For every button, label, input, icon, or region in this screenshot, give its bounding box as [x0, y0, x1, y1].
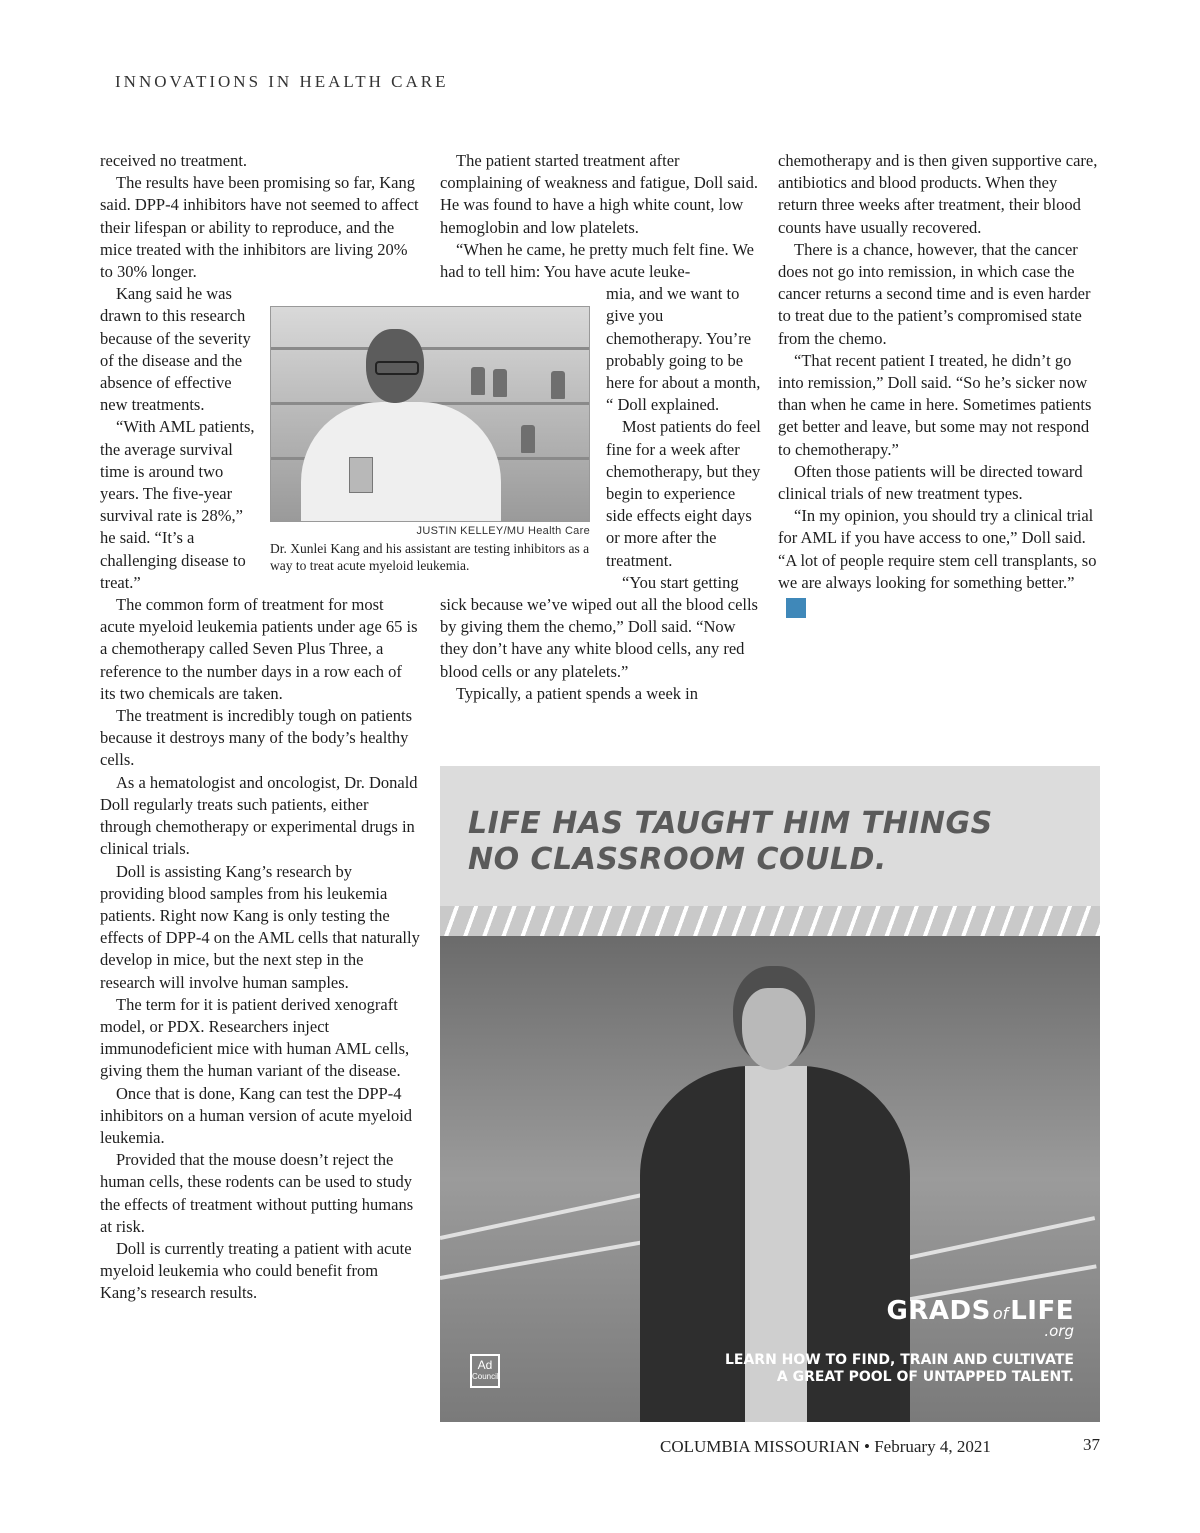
- paragraph: The term for it is patient derived xenograft model, or PDX. Researchers inject immunodeficient mice with human AML cells, giving them the human variant of the disease.: [100, 994, 410, 1081]
- ad-headline-line-1: LIFE HAS TAUGHT HIM THINGS: [468, 806, 993, 841]
- paragraph: The results have been promising so far, Kang said. DPP-4 inhibitors have not seemed to affect their lifespan or ability to reproduce, and the mice treated with the inhibitors are living 20% to 30% longer.: [100, 173, 419, 282]
- paragraph: mia, and we want to give you chemotherapy. You’re probably going to be here for about a month, “ Doll explained.: [606, 284, 761, 415]
- paragraph: Doll is assisting Kang’s research by providing blood samples from his leukemia patients. Right now Kang is only testing the effects of DPP-4 on the AML cells that naturally develop in mice, but the next step in the research will involve human samples.: [100, 861, 420, 992]
- paragraph: received no treatment.: [100, 151, 248, 170]
- paragraph: [778, 505, 1100, 618]
- paragraph: “When he came, he pretty much felt fine. We had to tell him: You have acute leuke-: [440, 239, 754, 282]
- ad-headline: [468, 806, 1088, 878]
- end-mark-icon: [786, 598, 806, 618]
- ad-council-logo: [470, 1354, 500, 1388]
- section-label: INNOVATIONS IN HEALTH CARE: [115, 72, 449, 91]
- paragraph: As a hematologist and oncologist, Dr. Donald Doll regularly treats such patients, either through chemotherapy or experimental drugs in clinical trials.: [100, 772, 418, 859]
- ad-council-word-1: Ad: [477, 1358, 493, 1372]
- grads-of-life-logo: [887, 1296, 1074, 1340]
- brand-word-of: of: [992, 1304, 1009, 1323]
- grads-of-life-advertisement: [440, 766, 1100, 1422]
- paragraph: The treatment is incredibly tough on patients because it destroys many of the body’s healthy cells.: [100, 706, 413, 770]
- paragraph: Doll is currently treating a patient with acute myeloid leukemia who could benefit from Kang’s research results.: [100, 1238, 412, 1303]
- publication-footer: COLUMBIA MISSOURIAN • February 4, 2021: [660, 1437, 991, 1456]
- paragraph: Once that is done, Kang can test the DPP-4 inhibitors on a human version of acute myeloid leukemia.: [100, 1083, 413, 1147]
- paragraph: “That recent patient I treated, he didn’t go into remission,” Doll said. “So he’s sicker now than when he came in here. Sometimes patients get better and leave, but some may not respond to chemotherapy.”: [778, 350, 1092, 459]
- photo-caption: Dr. Xunlei Kang and his assistant are testing inhibitors as a way to treat acute myeloid leukemia.: [270, 541, 590, 573]
- paragraph: sick because we’ve wiped out all the blood cells by giving them the chemo,” Doll said. “Now they don’t have any white blood cells, any red blood cells or any platelets.”: [440, 595, 758, 681]
- paragraph: chemotherapy and is then given supportive care, antibiotics and blood products. When they return three weeks after treatment, their blood counts have usually recovered.: [778, 151, 1098, 237]
- paragraph: Typically, a patient spends a week in: [456, 683, 698, 703]
- paragraph: The common form of treatment for most acute myeloid leukemia patients under age 65 is a chemotherapy called Seven Plus Three, a reference to the number days in a row each of its two chemicals are taken.: [100, 595, 418, 703]
- page-number: 37: [1083, 1435, 1100, 1454]
- ad-tagline-line-2: A GREAT POOL OF UNTAPPED TALENT.: [776, 1369, 1074, 1385]
- ad-council-word-2: Council: [472, 1372, 499, 1381]
- brand-word-grads: GRADS: [886, 1296, 991, 1326]
- brand-word-life: LIFE: [1010, 1296, 1074, 1326]
- paragraph: Provided that the mouse doesn’t reject the human cells, these rodents can be used to study the effects of treatment without putting humans at risk.: [100, 1150, 414, 1236]
- paragraph: “You start getting: [622, 572, 739, 592]
- paragraph: Most patients do feel fine for a week after chemotherapy, but they begin to experience side effects eight days or more after the treatment.: [606, 417, 761, 570]
- brand-domain: .org: [1044, 1322, 1074, 1340]
- paragraph: The patient started treatment after complaining of weakness and fatigue, Doll said. He was found to have a high white count, low hemoglobin and low platelets.: [440, 151, 759, 237]
- photo-credit: JUSTIN KELLEY/MU Health Care: [416, 525, 590, 537]
- article-column-3: [778, 150, 1100, 618]
- paragraph: There is a chance, however, that the cancer does not go into remission, in which case the cancer returns a second time and is even harder to treat due to the patient’s compromised state from the chemo.: [778, 239, 1091, 348]
- paragraph-text: “In my opinion, you should try a clinical trial for AML if you have access to one,” Doll said. “A lot of people require stem cell transplants, so we are always looking for something better.”: [778, 506, 1097, 592]
- ad-headline-line-2: NO CLASSROOM COULD.: [468, 842, 887, 877]
- paragraph: “With AML patients, the average survival time is around two years. The five-year survival rate is 28%,” he said. “It’s a challenging disease to treat.”: [100, 417, 255, 592]
- paragraph: Kang said he was drawn to this research because of the severity of the disease and the absence of effective new treatments.: [100, 284, 251, 415]
- paragraph: Often those patients will be directed toward clinical trials of new treatment types.: [778, 461, 1083, 504]
- ad-tagline-line-1: LEARN HOW TO FIND, TRAIN AND CULTIVATE: [724, 1352, 1074, 1368]
- article-column-2: [440, 150, 762, 705]
- ad-tagline: [725, 1352, 1074, 1386]
